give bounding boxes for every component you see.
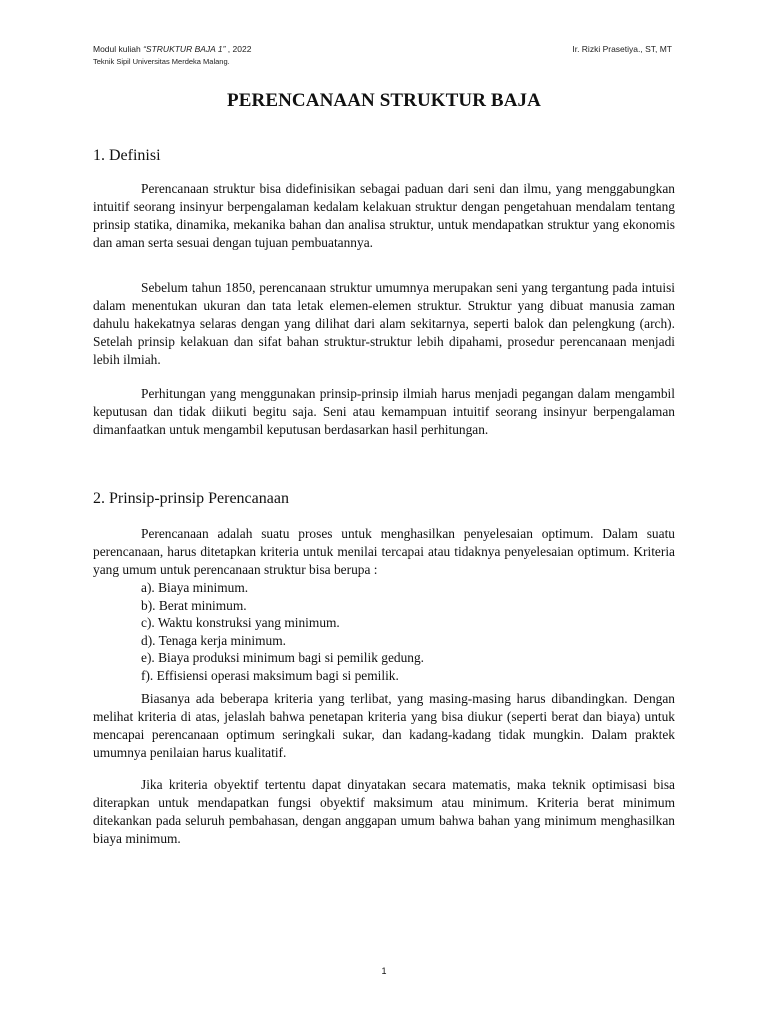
section-heading-definisi: 1. Definisi [93, 147, 161, 164]
header-course-info [93, 44, 251, 55]
paragraph: Biasanya ada beberapa kriteria yang terlibat, yang masing-masing harus dibandingkan. Dengan melihat kriteria di atas, jelaslah bahwa penetapan kriteria yang bisa diukur (seperti berat dan biaya) untuk mencapai perencanaan optimum seringkali sukar, dan kadang-kadang tidak mungkin. Dalam praktek umumnya penilaian harus kualitatif. [93, 691, 675, 760]
header-author: Ir. Rizki Prasetiya., ST, MT [572, 44, 672, 54]
document-title: PERENCANAAN STRUKTUR BAJA [227, 90, 541, 111]
header-course-title: “STRUKTUR BAJA 1” [143, 44, 226, 54]
paragraph: Jika kriteria obyektif tertentu dapat dinyatakan secara matematis, maka teknik optimisasi bisa diterapkan untuk mendapatkan fungsi obyektif maksimum atau minimum. Kriteria berat minimum ditekankan pada seluruh pembahasan, dengan anggapan umum bahwa bahan yang minimum menghasilkan biaya minimum. [93, 777, 675, 846]
header-institution: Teknik Sipil Universitas Merdeka Malang. [93, 57, 230, 66]
paragraph: Perencanaan adalah suatu proses untuk menghasilkan penyelesaian optimum. Dalam suatu perencanaan, harus ditetapkan kriteria untuk menilai tercapai atau tidaknya penyelesaian optimum. Kriteria yang umum untuk perencanaan struktur bisa berupa : [93, 526, 675, 577]
page-number: 1 [381, 966, 387, 976]
list-item: e). Biaya produksi minimum bagi si pemilik gedung. [141, 650, 425, 665]
section-heading-prinsip: 2. Prinsip-prinsip Perencanaan [93, 490, 289, 507]
list-item: b). Berat minimum. [141, 597, 247, 613]
list-item: c). Waktu konstruksi yang minimum. [141, 615, 340, 630]
paragraph: Perencanaan struktur bisa didefinisikan sebagai paduan dari seni dan ilmu, yang menggabungkan intuitif seorang insinyur berpengalaman kedalam kelakuan struktur dengan pengetahuan mendalam tentang prinsip statika, dinamika, mekanika bahan dan analisa struktur, untuk mendapatkan struktur yang ekonomis dan aman serta sesuai dengan tujuan pembuatannya. [93, 181, 675, 250]
paragraph: Sebelum tahun 1850, perencanaan struktur umumnya merupakan seni yang tergantung pada intuisi dalam menentukan ukuran dan tata letak elemen-elemen struktur. Struktur yang dibuat manusia zaman dahulu hakekatnya selaras dengan yang dilihat dari alam sekitarnya, seperti balok dan pelengkung (arch). Setelah prinsip kelakuan dan sifat bahan struktur-struktur lebih dipahami, prosedur perencanaan menjadi lebih ilmiah. [93, 280, 675, 367]
list-item: f). Effisiensi operasi maksimum bagi si pemilik. [141, 667, 399, 683]
header-course-prefix: Modul kuliah [93, 44, 144, 54]
criteria-list [141, 579, 424, 684]
paragraph: Perhitungan yang menggunakan prinsip-prinsip ilmiah harus menjadi pegangan dalam mengambil keputusan dan tidak diikuti begitu saja. Seni atau kemampuan intuitif seorang insinyur berpengalaman dimanfaatkan untuk mengambil keputusan berdasarkan hasil perhitungan. [93, 386, 675, 437]
list-item: d). Tenaga kerja minimum. [141, 632, 286, 648]
list-item: a). Biaya minimum. [141, 580, 249, 595]
header-course-year: , 2022 [225, 44, 252, 54]
